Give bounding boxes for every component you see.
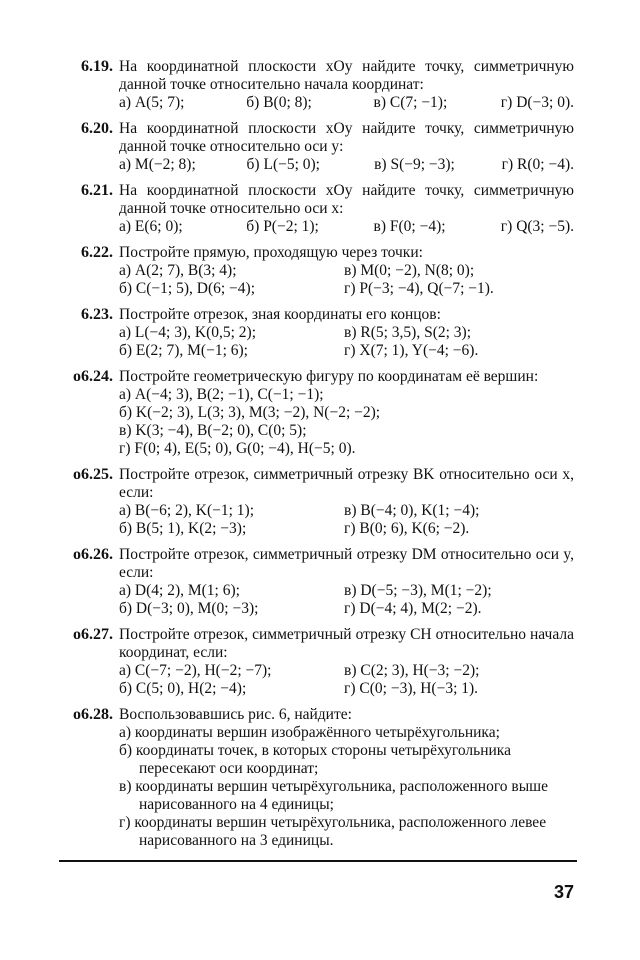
problem-item: а) A(5; 7); (119, 94, 185, 111)
problem-text: На координатной плоскости xOy найдите точку, симметричную данной точке относительно оси y: (119, 120, 574, 155)
problem-item: а) C(−7; −2), H(−2; −7); (119, 662, 272, 679)
problem-6-25 (0, 466, 640, 538)
problem-number: 6.21. (81, 182, 113, 199)
problem-number: 6.19. (81, 58, 113, 75)
problem-item: г) F(0; 4), E(5; 0), G(0; −4), H(−5; 0). (119, 440, 356, 457)
problem-item: а) A(2; 7), B(3; 4); (119, 262, 237, 279)
problem-item: в) C(7; −1); (373, 94, 448, 111)
problem-item: г) D(−3; 0). (500, 94, 575, 111)
problem-item: в) S(−9; −3); (374, 156, 455, 173)
problem-6-27 (0, 626, 640, 698)
problem-text: Постройте отрезок, зная координаты его концов: (119, 306, 441, 323)
problem-item: г) D(−4; 4), M(2; −2). (344, 600, 482, 617)
problem-number: 6.22. (81, 244, 113, 261)
problem-number: 6.20. (81, 120, 113, 137)
problem-item: в) F(0; −4); (373, 218, 446, 235)
problem-text: Постройте прямую, проходящую через точки: (119, 244, 423, 261)
problem-6-20 (0, 120, 640, 174)
problem-item: г) R(0; −4). (501, 156, 574, 173)
problem-number: о6.27. (73, 626, 113, 643)
problem-6-23 (0, 306, 640, 360)
problem-item: б) L(−5; 0); (246, 156, 320, 173)
problem-item: в) R(5; 3,5), S(2; 3); (344, 324, 472, 341)
problem-item: а) A(−4; 3), B(2; −1), C(−1; −1); (119, 386, 324, 403)
problem-item: в) M(0; −2), N(8; 0); (344, 262, 475, 279)
problem-item: б) K(−2; 3), L(3; 3), M(3; −2), N(−2; −2); (119, 404, 381, 421)
problem-text: На координатной плоскости xOy найдите точку, симметричную данной точке относительно начала координат: (119, 58, 574, 93)
problem-item: в) C(2; 3), H(−3; −2); (344, 662, 480, 679)
problem-item: в) координаты вершин четырёхугольника, расположенного выше нарисованного на 4 единицы; (119, 778, 548, 813)
problem-text: Постройте отрезок, симметричный отрезку BK относительно оси x, если: (119, 466, 574, 501)
problem-6-28 (0, 706, 640, 850)
problem-number: о6.24. (73, 368, 113, 385)
problem-number: о6.28. (73, 706, 113, 723)
problem-number: о6.25. (73, 466, 113, 483)
problem-item: г) X(7; 1), Y(−4; −6). (344, 342, 479, 359)
problem-6-21 (0, 182, 640, 236)
problem-item: б) координаты точек, в которых стороны четырёхугольника пересекают оси координат; (119, 742, 511, 777)
problem-item: б) C(5; 0), H(2; −4); (119, 680, 247, 697)
problem-item: б) C(−1; 5), D(6; −4); (119, 280, 256, 297)
problem-item: в) D(−5; −3), M(1; −2); (344, 582, 492, 599)
problem-item: а) M(−2; 8); (119, 156, 196, 173)
problem-text: Постройте геометрическую фигуру по координатам её вершин: (119, 368, 539, 385)
page-number: 37 (553, 882, 574, 902)
problem-item: б) P(−2; 1); (246, 218, 319, 235)
problem-6-19 (0, 58, 640, 112)
problem-number: 6.23. (81, 306, 113, 323)
problem-item: г) P(−3; −4), Q(−7; −1). (344, 280, 494, 297)
problem-text: Постройте отрезок, симметричный отрезку DM относительно оси y, если: (119, 546, 574, 581)
problem-item: в) B(−4; 0), K(1; −4); (344, 502, 480, 519)
problem-item: г) координаты вершин четырёхугольника, расположенного левее нарисованного на 3 единицы. (119, 814, 547, 849)
problem-item: г) Q(3; −5). (500, 218, 575, 235)
problem-item: б) B(0; 8); (246, 94, 312, 111)
problem-item: б) D(−3; 0), M(0; −3); (119, 600, 259, 617)
problem-text: Постройте отрезок, симметричный отрезку CH относительно начала координат, если: (119, 626, 574, 661)
problem-6-24 (0, 368, 640, 458)
problem-6-22 (0, 244, 640, 298)
problem-item: в) K(3; −4), B(−2; 0), C(0; 5); (119, 422, 307, 439)
problem-text: Воспользовавшись рис. 6, найдите: (119, 706, 352, 723)
footer-rule (59, 860, 577, 862)
problem-item: а) координаты вершин изображённого четырёхугольника; (119, 724, 500, 741)
problem-item: г) B(0; 6), K(6; −2). (344, 520, 470, 537)
problem-item: а) L(−4; 3), K(0,5; 2); (119, 324, 257, 341)
problem-item: а) D(4; 2), M(1; 6); (119, 582, 240, 599)
problem-list (0, 58, 640, 858)
problem-item: а) B(−6; 2), K(−1; 1); (119, 502, 254, 519)
problem-item: б) B(5; 1), K(2; −3); (119, 520, 247, 537)
problem-item: б) E(2; 7), M(−1; 6); (119, 342, 248, 359)
problem-number: о6.26. (73, 546, 113, 563)
problem-item: г) C(0; −3), H(−3; 1). (344, 680, 479, 697)
problem-text: На координатной плоскости xOy найдите точку, симметричную данной точке относительно оси x: (119, 182, 574, 217)
problem-6-26 (0, 546, 640, 618)
problem-item: а) E(6; 0); (119, 218, 183, 235)
